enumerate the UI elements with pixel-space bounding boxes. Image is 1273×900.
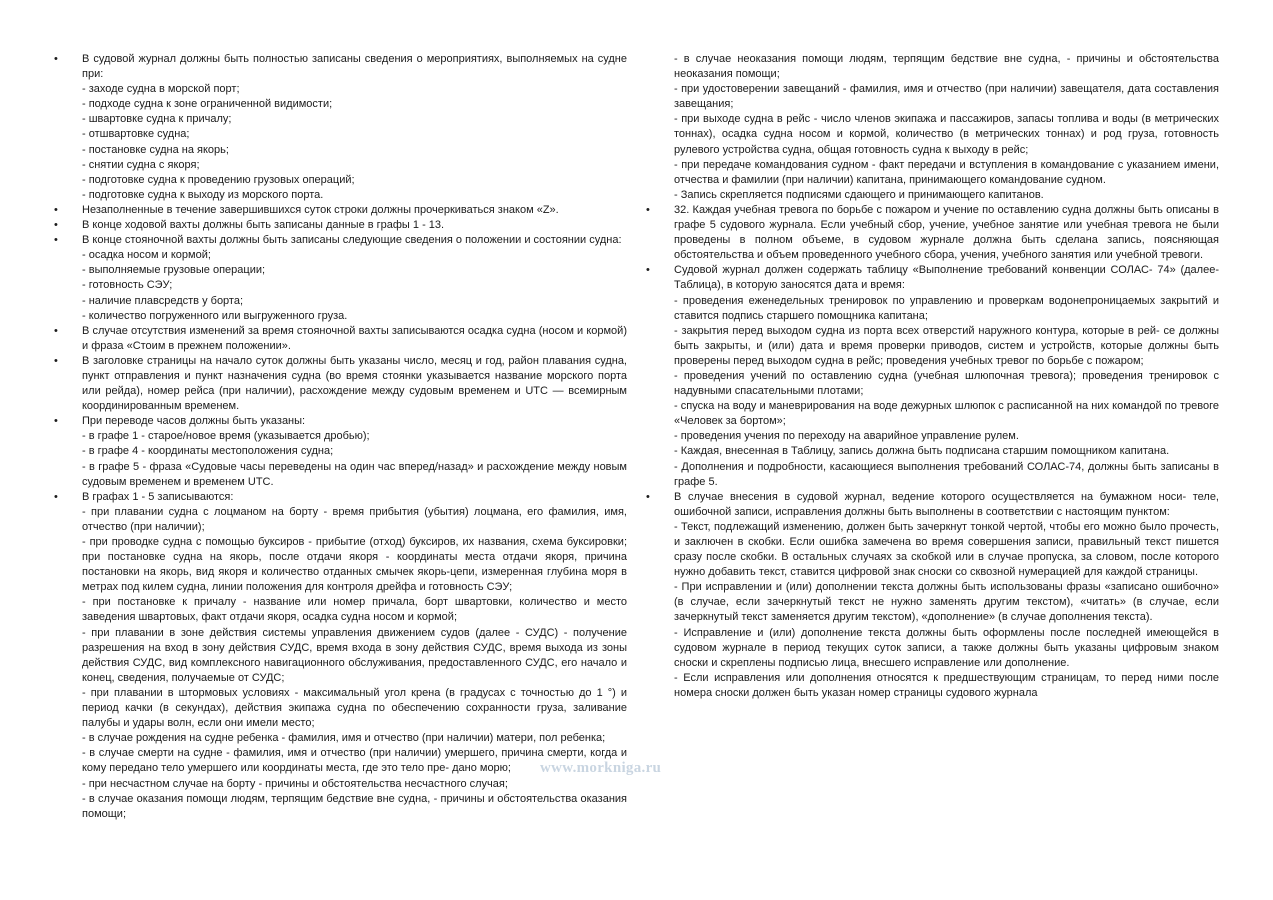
paragraph: 32. Каждая учебная тревога по борьбе с пожаром и учение по оставлению судна должны быть описаны в графе 5 судового журнала. Если учебный сбор, учение, учебное занятие или учебная тревога не были проведены в полном объеме, в судовом журнале должна быть сделана запись, поясняющая обстоятельства и объем проведенного учебного сбора, учения, учебного занятия или учебной тревоги. [674,203,1219,262]
paragraph: - в случае неоказания помощи людям, терпящим бедствие вне судна, - причины и обстоятельства неоказания помощи; [674,53,1219,81]
paragraph: - при постановке к причалу - название или номер причала, борт швартовки, количество и место заведения швартовых, факт отдачи якоря, осадка судна носом и кормой; [82,596,627,624]
paragraph: Незаполненные в течение завершившихся суток строки должны прочеркиваться знаком «Z». [82,203,559,216]
paragraph: - в графе 4 - координаты местоположения судна; [82,445,334,458]
paragraph: При переводе часов должны быть указаны: [82,415,306,428]
paragraph: - количество погруженного или выгруженного груза. [82,309,348,322]
list-item [646,203,1219,263]
bullet-icon: • [646,264,650,277]
paragraph: - при плавании в штормовых условиях - максимальный угол крена (в градусах с точностью до 1 °) и период качки (в секундах), действия экипажа судна по обеспечению сохранности груза, заливание палубы и удары волн, если они имели место; [82,686,627,730]
paragraph: В конце ходовой вахты должны быть записаны данные в графы 1 - 13. [82,219,445,232]
bullet-icon: • [54,324,58,337]
paragraph: - проведения учений по оставлению судна (учебная шлюпочная тревога); проведения тренировок с надувными спасательными плотами; [674,369,1219,398]
bullet-icon: • [54,219,58,232]
paragraph: - отшвартовке судна; [82,128,190,141]
paragraph: - Текст, подлежащий изменению, должен быть зачеркнут тонкой чертой, чтобы его можно было прочесть, и заключен в скобки. Если ошибка замечена во время совершения записи, правильный текст пишется сразу после скобки. В остальных случаях за скобкой или в случае пропуска, за словом, после которого нужно добавить текст, ставится цифровой знак сноски со сквозной нумерацией для каждой страницы. [674,520,1219,579]
list-item [54,324,627,354]
paragraph: В судовой журнал должны быть полностью записаны сведения о мероприятиях, выполняемых на судне при: [82,53,627,81]
paragraph: - Дополнения и подробности, касающиеся выполнения требований СОЛАС-74, должны быть записаны в графе 5. [674,460,1219,488]
paragraph: - в графе 5 - фраза «Судовые часы переведены на один час вперед/назад» и расхождение между новым судовым временем и временем UTC. [82,460,627,488]
paragraph: В случае внесения в судовой журнал, ведение которого осуществляется на бумажном носи- теле, ошибочной записи, исправления должны быть выполнены в соответствии с настоящим пунктом: [674,490,1219,518]
list-item [674,52,1219,203]
left-text-column [54,52,627,822]
paragraph: - готовность СЭУ; [82,279,173,292]
bullet-icon: • [54,234,58,247]
paragraph: - спуска на воду и маневрирования на воде дежурных шлюпок с расписанной на них командой по тревоге «Человек за бортом»; [674,400,1219,428]
list-item [54,414,627,489]
paragraph: - при несчастном случае на борту - причины и обстоятельства несчастного случая; [82,777,508,790]
list-item [54,354,627,414]
bullet-icon: • [54,53,58,65]
paragraph: - заходе судна в морской порт; [82,83,240,96]
paragraph: - Каждая, внесенная в Таблицу, запись должна быть подписана старшим помощником капитана. [674,445,1170,458]
list-item [54,203,627,218]
paragraph: - при проводке судна с помощью буксиров - прибытие (отход) буксиров, их названия, схема буксировки; при постановке судна на якорь, после отдачи якоря - координаты места отдачи якоря, причина постановки на якорь, вид якоря и количество отданных смычек якорь-цепи, измеренная глубина моря в метрах под килем судна, линии положения для контроля дрейфа и готовность СЭУ; [82,536,627,594]
bullet-icon: • [54,354,58,367]
paragraph: - в случае смерти на судне - фамилия, имя и отчество (при наличии) умершего, причина смерти, когда и кому передано тело умершего или координаты места, где это тело пре- дано морю; [82,747,627,775]
watermark: www.morkniga.ru [540,760,662,776]
list-item [54,233,627,324]
list-item [646,490,1219,701]
paragraph: В случае отсутствия изменений за время стояночной вахты записываются осадка судна (носом и кормой) и фраза «Стоим в прежнем положении». [82,324,627,352]
paragraph: - Запись скрепляется подписями сдающего и принимающего капитанов. [674,188,1044,201]
paragraph: - Исправление и (или) дополнение текста должны быть оформлены после последней имеющейся в судовом журнале в период текущих суток записи, а также должны быть указаны цифровым знаком сноски и скреплены подписью лица, внесшего исправление или дополнение. [674,626,1219,669]
paragraph: - проведения учения по переходу на аварийное управление рулем. [674,430,1019,443]
paragraph: - при выходе судна в рейс - число членов экипажа и пассажиров, запасы топлива и воды (в метрических тоннах), осадка судна носом и кормой, количество (в метрических тоннах) и род груза, готовность рулевого устройства судна, общая готовность судна к выходу в рейс; [674,113,1219,156]
paragraph: - наличие плавсредств у борта; [82,294,244,307]
paragraph: - осадка носом и кормой; [82,249,211,262]
paragraph: - в случае оказания помощи людям, терпящим бедствие вне судна, - причины и обстоятельства оказания помощи; [82,792,627,820]
paragraph: В заголовке страницы на начало суток должны быть указаны число, месяц и год, район плавания судна, пункт отправления и пункт назначения судна (во время стоянки указывается название морского порта или рейда), номер рейса (при наличии), расхождение между судовым временем и UTC — всемирным координированным временем. [82,354,627,413]
list-item [646,263,1219,489]
paragraph: - в случае рождения на судне ребенка - фамилия, имя и отчество (при наличии) матери, пол ребенка; [82,732,606,745]
paragraph: - швартовке судна к причалу; [82,113,232,126]
bullet-icon: • [54,415,58,428]
paragraph: - выполняемые грузовые операции; [82,264,266,277]
paragraph: - подходе судна к зоне ограниченной видимости; [82,98,333,111]
paragraph: - Если исправления или дополнения относятся к предшествующим страницам, то перед ними после номера сноски должен быть указан номер страницы судового журнала [674,671,1219,699]
paragraph: - подготовке судна к проведению грузовых операций; [82,173,355,186]
paragraph: - при передаче командования судном - факт передачи и вступления в командование с указанием имени, отчества и фамилии (при наличии) капитана, принимающего командование судном. [674,158,1219,186]
bullet-icon: • [646,203,650,216]
paragraph: - проведения еженедельных тренировок по управлению и проверкам водонепроницаемых закрытий и ставится подпись старшего помощника капитана; [674,294,1219,322]
paragraph: - в графе 1 - старое/новое время (указывается дробью); [82,430,370,443]
bullet-icon: • [54,203,58,216]
paragraph: - при плавании судна с лоцманом на борту - время прибытия (убытия) лоцмана, его фамилия, имя, отчество (при наличии); [82,505,627,533]
paragraph: Судовой журнал должен содержать таблицу «Выполнение требований конвенции СОЛАС- 74» (далее- Таблица), в которую заносятся дата и время: [674,264,1219,292]
bullet-icon: • [646,490,650,503]
list-item [54,52,627,203]
paragraph: В графах 1 - 5 записываются: [82,490,234,503]
list-item [54,218,627,233]
paragraph: - закрытия перед выходом судна из порта всех отверстий наружного контура, которые в рей- се должны быть закрыты, и (или) дата и время проверки приводов, систем и устройств, которые должны быть проверены перед выходом судна в рейс; проведения учебных тревог по борьбе с пожаром; [674,324,1219,367]
paragraph: - снятии судна с якоря; [82,158,200,171]
right-text-column [646,52,1219,701]
paragraph: - постановке судна на якорь; [82,143,229,156]
paragraph: - подготовке судна к выходу из морского порта. [82,188,324,201]
paragraph: В конце стояночной вахты должны быть записаны следующие сведения о положении и состоянии судна: [82,234,622,247]
paragraph: - при плавании в зоне действия системы управления движением судов (далее - СУДС) - получение разрешения на вход в зону действия СУДС, время входа в зону действия СУДС, время выхода из зоны действия СУДС, вид комплексного навигационного обслуживания, предоставленного СУДС, его начало и конец, сведения, получаемые от СУДС; [82,626,627,684]
paragraph: - При исправлении и (или) дополнении текста должны быть использованы фразы «записано ошибочно» (в случае, если зачеркнутый текст не нужно заменять другим текстом), «читать» (в случае, если зачеркнутый текст заменяется другим текстом), «дополнение» (в случае дополнения текста). [674,581,1219,624]
paragraph: - при удостоверении завещаний - фамилия, имя и отчество (при наличии) завещателя, дата составления завещания; [674,83,1219,111]
bullet-icon: • [54,490,58,503]
